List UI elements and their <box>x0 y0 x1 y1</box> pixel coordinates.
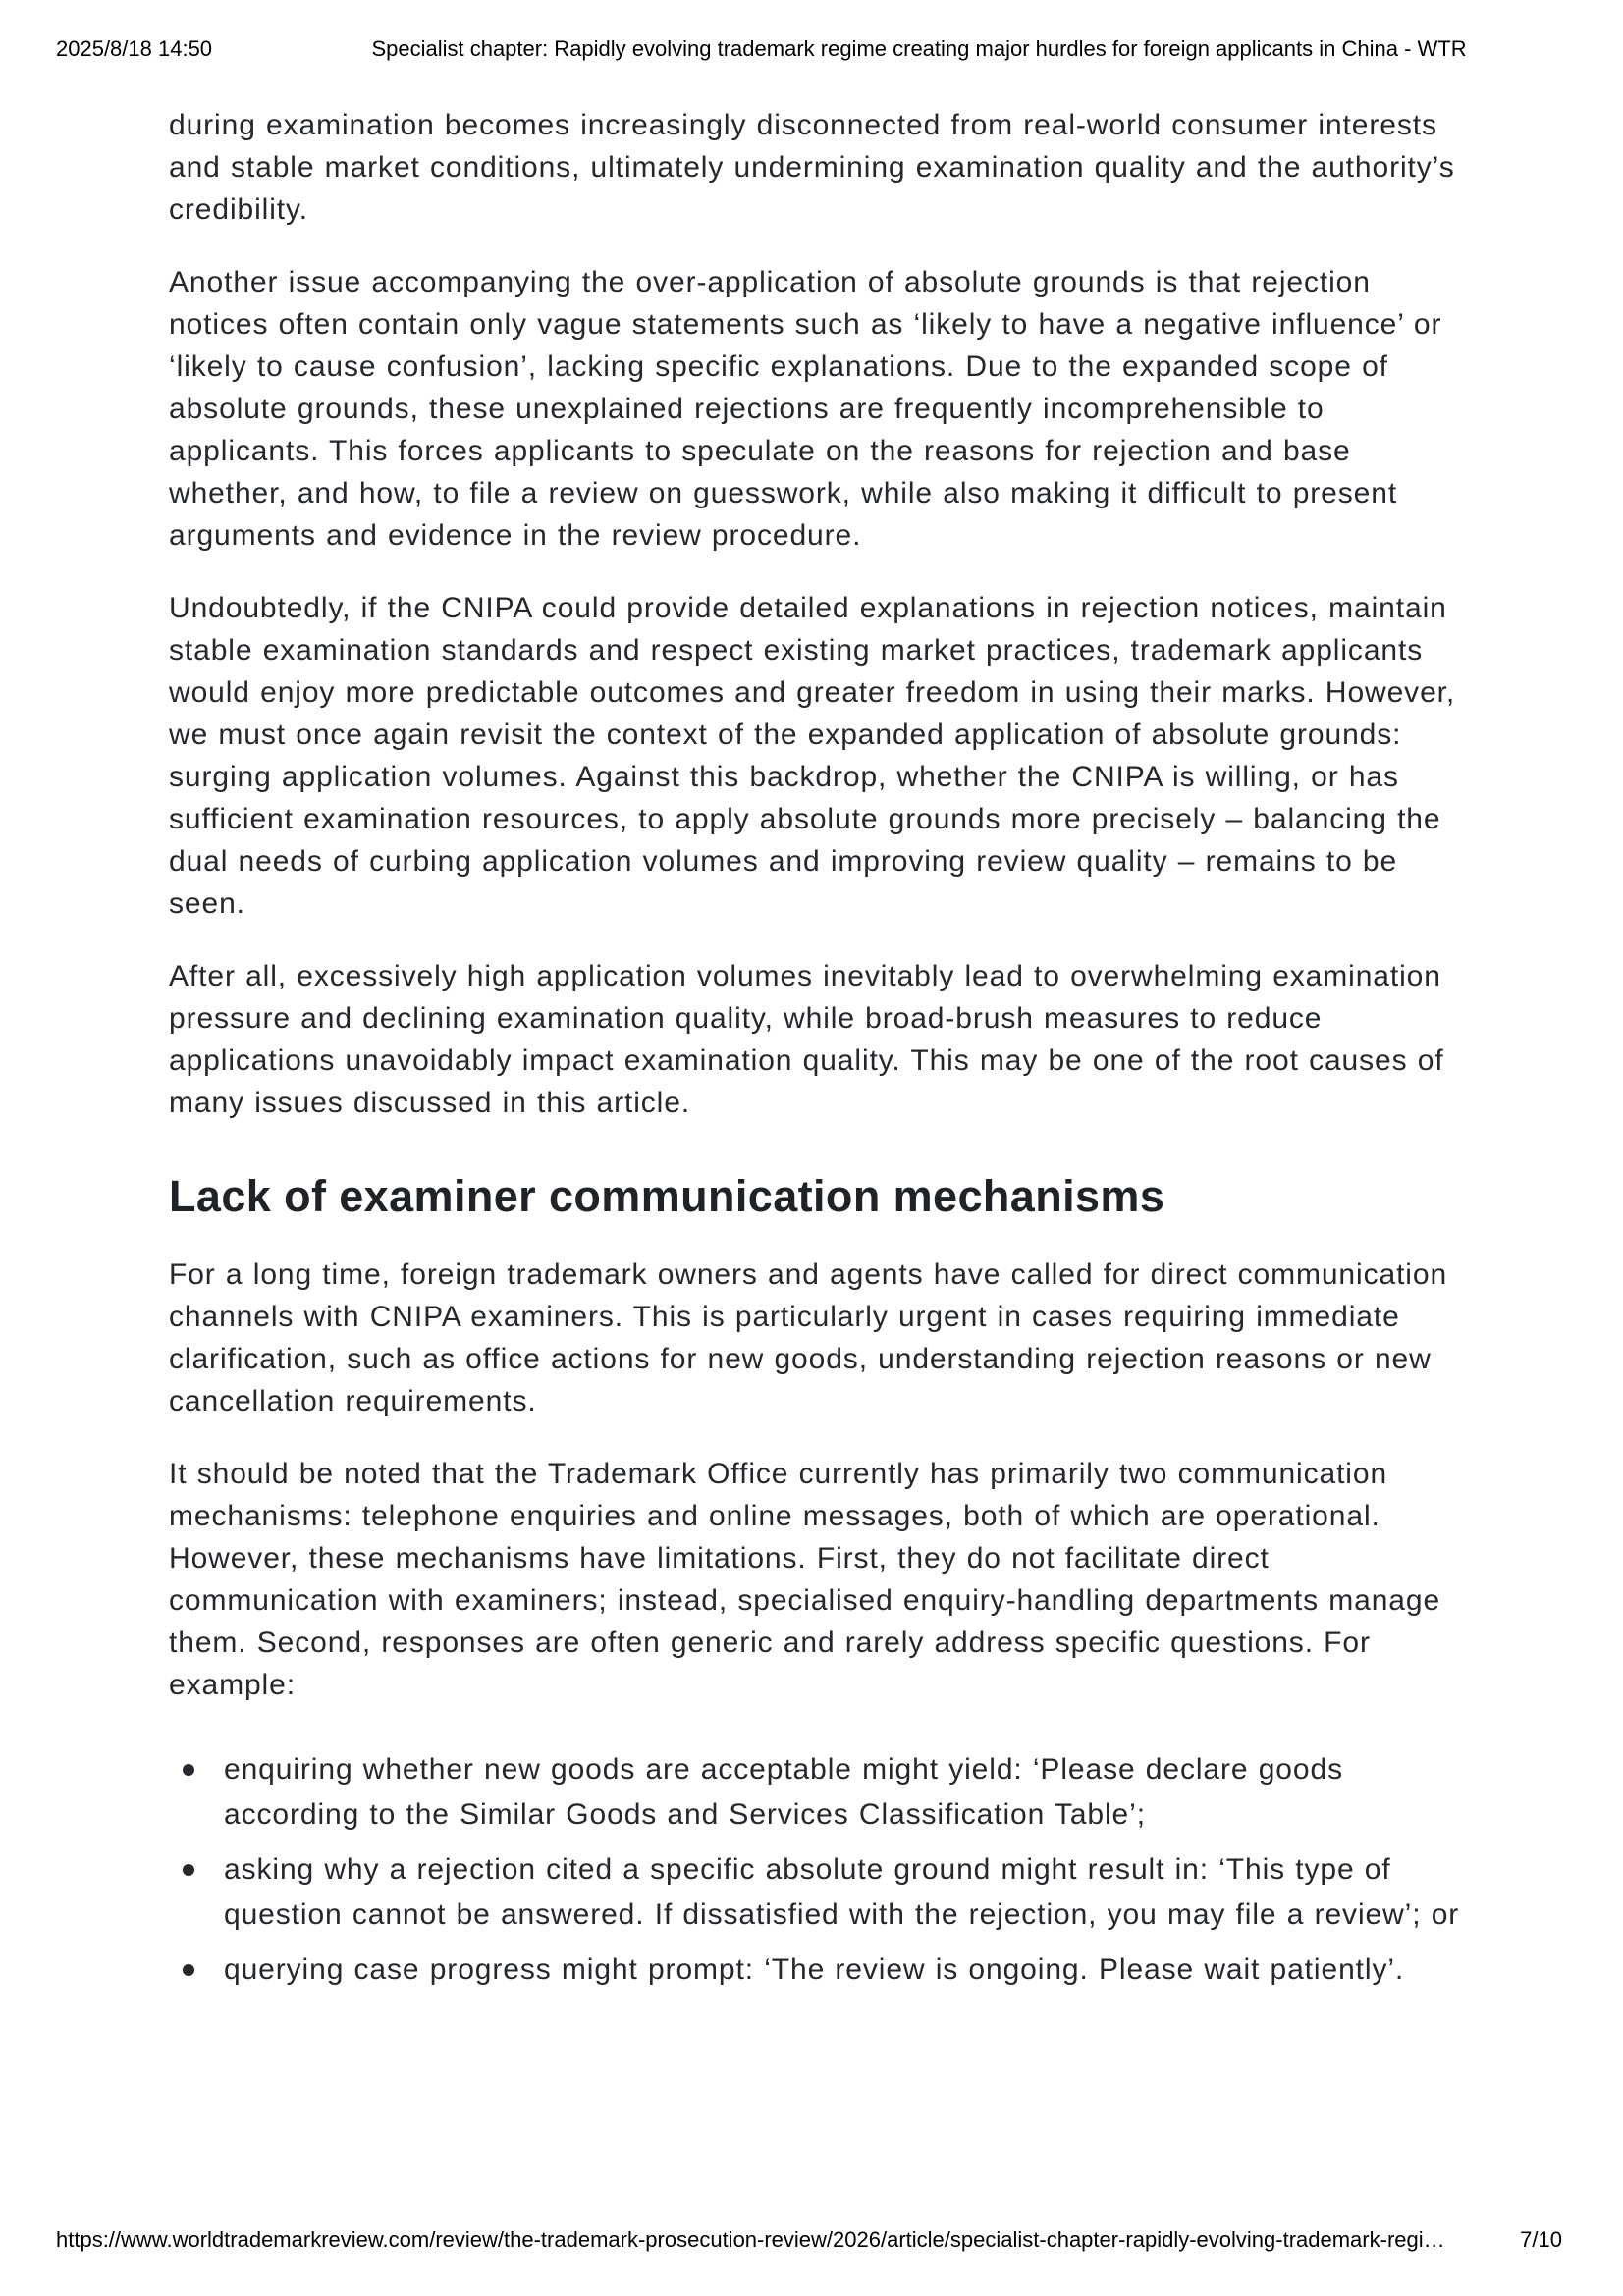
paragraph-continuation: during examination becomes increasingly disconnected from real-world consumer interests and stable market conditions, ultimately undermining examination quality and the authority’s credibility. <box>169 109 1455 226</box>
paragraph: For a long time, foreign trademark owners and agents have called for direct communication channels with CNIPA examiners. This is particularly urgent in cases requiring immediate clarification, such as office actions for new goods, understanding rejection reasons or new cancellation requirements. <box>169 1258 1448 1417</box>
print-header <box>56 35 1567 62</box>
paragraph: It should be noted that the Trademark Office currently has primarily two communication mechanisms: telephone enquiries and online messages, both of which are operational. However, these mechanisms have limitations. First, they do not facilitate direct communication with examiners; instead, specialised enquiry-handling departments manage them. Second, responses are often generic and rarely address specific questions. For example: <box>169 1458 1441 1701</box>
paragraph: After all, excessively high application volumes inevitably lead to overwhelming examination pressure and declining examination quality, while broad-brush measures to reduce applications unavoidably impact examination quality. This may be one of the root causes of many issues discussed in this article. <box>169 960 1444 1119</box>
print-title: Specialist chapter: Rapidly evolving trademark regime creating major hurdles for foreign applicants in China - WTR <box>371 36 1467 61</box>
paragraph: Another issue accompanying the over-application of absolute grounds is that rejection notices often contain only vague statements such as ‘likely to have a negative influence’ or ‘likely to cause confusion’, lacking specific explanations. Due to the expanded scope of absolute grounds, these unexplained rejections are frequently incomprehensible to applicants. This forces applicants to speculate on the reasons for rejection and base whether, and how, to file a review on guesswork, while also making it difficult to present arguments and evidence in the review procedure. <box>169 266 1442 552</box>
paragraph: Undoubtedly, if the CNIPA could provide detailed explanations in rejection notices, maintain stable examination standards and respect existing market practices, trademark applicants would enjoy more predictable outcomes and greater freedom in using their marks. However, we must once again revisit the context of the expanded application of absolute grounds: surging application volumes. Against this backdrop, whether the CNIPA is willing, or has sufficient examination resources, to apply absolute grounds more precisely – balancing the dual needs of curbing application volumes and improving review quality – remains to be seen. <box>169 592 1456 920</box>
print-page-number: 7/10 <box>1520 2227 1562 2252</box>
list-item <box>224 1847 1479 1938</box>
bullet-icon <box>183 1764 194 1776</box>
print-datetime: 2025/8/18 14:50 <box>56 36 213 61</box>
list-item <box>224 1948 1479 1993</box>
example-list <box>169 1747 1479 1993</box>
bullet-icon <box>183 1964 194 1976</box>
article-content <box>169 104 1479 2002</box>
bullet-icon <box>183 1864 194 1876</box>
list-item <box>224 1747 1479 1838</box>
section-heading: Lack of examiner communication mechanisms <box>169 1171 1165 1221</box>
print-source-url: https://www.worldtrademarkreview.com/review/the-trademark-prosecution-review/2026/article/specialist-chapter-rapidly-evolving-trademark-regi… <box>56 2227 1445 2252</box>
list-item-text: querying case progress might prompt: ‘The review is ongoing. Please wait patiently’. <box>224 1953 1405 1986</box>
print-footer <box>56 2226 1562 2253</box>
list-item-text: asking why a rejection cited a specific absolute ground might result in: ‘This type of question cannot be answered. If dissatisfied with the rejection, you may file a review’; or <box>224 1853 1460 1931</box>
list-item-text: enquiring whether new goods are acceptable might yield: ‘Please declare goods according to the Similar Goods and Services Classification Table’; <box>224 1753 1343 1831</box>
